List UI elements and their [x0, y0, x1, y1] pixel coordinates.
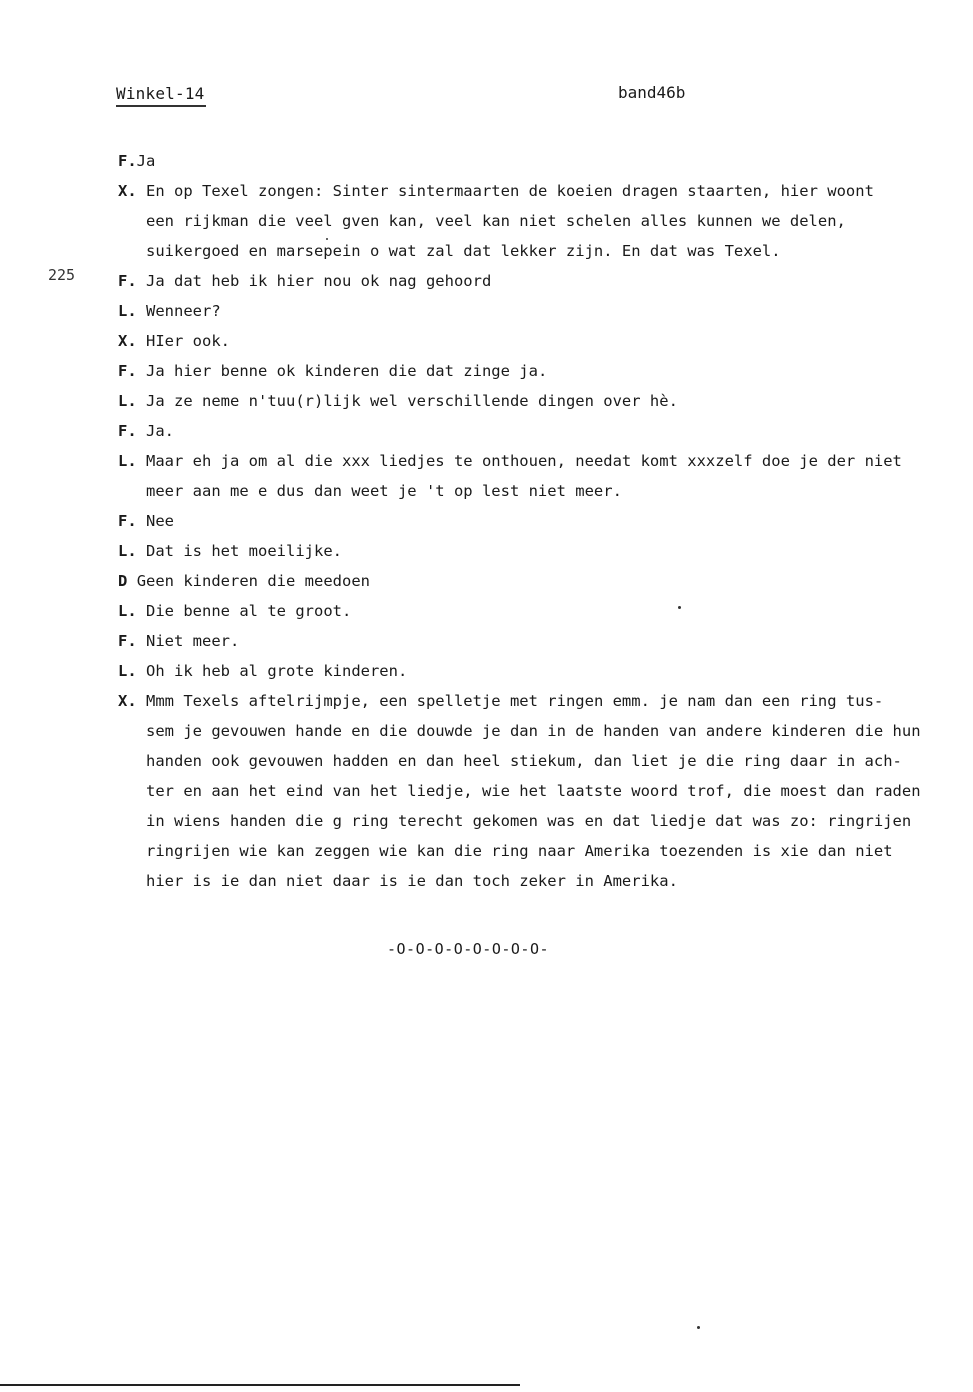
transcript-line	[118, 866, 970, 896]
speaker-label: F.	[118, 272, 137, 290]
transcript-turn	[118, 266, 970, 296]
utterance-text: ter en aan het eind van het liedje, wie het laatste woord trof, die moest dan raden	[146, 782, 921, 800]
speaker-label: X.	[118, 692, 137, 710]
transcript-turn	[118, 146, 970, 176]
utterance-text: Maar eh ja om al die xxx liedjes te onthouen, needat komt xxxzelf doe je der niet	[146, 452, 902, 470]
transcript-turn	[118, 536, 970, 566]
transcript-turn	[118, 386, 970, 416]
transcript-turn	[118, 296, 970, 326]
utterance-text: sem je gevouwen hande en die douwde je dan in de handen van andere kinderen die hun	[146, 722, 921, 740]
transcript-line	[118, 776, 970, 806]
transcript-turn	[118, 626, 970, 656]
transcript-turn	[118, 326, 970, 356]
utterance-text: Ja hier benne ok kinderen die dat zinge ja.	[146, 362, 548, 380]
utterance-text: HIer ook.	[146, 332, 231, 350]
transcript-line	[118, 566, 970, 596]
transcript-line	[118, 356, 970, 386]
document-id: Winkel-14	[116, 84, 205, 103]
transcript-line	[118, 146, 970, 176]
utterance-text: Ja ze neme n'tuu(r)lijk wel verschillende dingen over hè.	[146, 392, 678, 410]
speaker-label: L.	[118, 662, 137, 680]
scan-speck	[678, 606, 681, 609]
utterance-text: Niet meer.	[146, 632, 240, 650]
transcript-turn	[118, 356, 970, 386]
transcript-line	[118, 656, 970, 686]
transcript-line	[118, 476, 970, 506]
transcript-turn	[118, 596, 970, 626]
speaker-label: L.	[118, 392, 137, 410]
utterance-text: ringrijen wie kan zeggen wie kan die ring naar Amerika toezenden is xie dan niet	[146, 842, 893, 860]
transcript-line	[118, 716, 970, 746]
utterance-text: Dat is het moeilijke.	[146, 542, 342, 560]
transcript-turn	[118, 416, 970, 446]
utterance-text: Geen kinderen die meedoen	[136, 572, 370, 590]
utterance-text: Ja	[136, 152, 156, 170]
utterance-text: Ja dat heb ik hier nou ok nag gehoord	[146, 272, 492, 290]
scan-speck	[326, 238, 328, 240]
utterance-text: Wenneer?	[146, 302, 221, 320]
speaker-label: F.	[118, 422, 137, 440]
speaker-label: X.	[118, 182, 137, 200]
transcript-turn	[118, 686, 970, 896]
scan-speck	[697, 1326, 700, 1329]
transcript-line	[118, 746, 970, 776]
transcript-line	[118, 266, 970, 296]
utterance-text: in wiens handen die g ring terecht gekomen was en dat liedje dat was zo: ringrijen	[146, 812, 912, 830]
transcript-line	[118, 836, 970, 866]
transcript-line	[118, 206, 970, 236]
utterance-text: Oh ik heb al grote kinderen.	[146, 662, 408, 680]
footer-rule	[0, 1384, 520, 1386]
utterance-text: En op Texel zongen: Sinter sintermaarten de koeien dragen staarten, hier woont	[146, 182, 874, 200]
speaker-label: X.	[118, 332, 137, 350]
speaker-label: L.	[118, 542, 137, 560]
utterance-text: hier is ie dan niet daar is ie dan toch zeker in Amerika.	[146, 872, 678, 890]
transcript-line	[118, 326, 970, 356]
utterance-text: Nee	[146, 512, 175, 530]
speaker-label: F.	[118, 632, 137, 650]
speaker-label: F.	[118, 152, 137, 170]
transcript-line	[118, 296, 970, 326]
utterance-text: suikergoed en marsepein o wat zal dat lekker zijn. En dat was Texel.	[146, 242, 781, 260]
transcript-line	[118, 386, 970, 416]
transcript-line	[118, 626, 970, 656]
transcript-line	[118, 596, 970, 626]
transcript-line	[118, 506, 970, 536]
speaker-label: L.	[118, 302, 137, 320]
speaker-label: D	[118, 572, 128, 590]
transcript-line	[118, 446, 970, 476]
transcript	[118, 146, 970, 896]
margin-number: 225	[48, 266, 76, 284]
transcript-turn	[118, 566, 970, 596]
transcript-turn	[118, 176, 970, 266]
utterance-text: Mmm Texels aftelrijmpje, een spelletje met ringen emm. je nam dan een ring tus-	[146, 692, 884, 710]
speaker-label: F.	[118, 512, 137, 530]
transcript-line	[118, 806, 970, 836]
transcript-line	[118, 686, 970, 716]
speaker-label: F.	[118, 362, 137, 380]
transcript-turn	[118, 446, 970, 506]
utterance-text: Die benne al te groot.	[146, 602, 352, 620]
transcript-line	[118, 536, 970, 566]
transcript-line	[118, 236, 970, 266]
transcript-turn	[118, 506, 970, 536]
utterance-text: Ja.	[146, 422, 175, 440]
utterance-text: een rijkman die veel gven kan, veel kan niet schelen alles kunnen we delen,	[146, 212, 846, 230]
utterance-text: meer aan me e dus dan weet je 't op lest niet meer.	[146, 482, 622, 500]
speaker-label: L.	[118, 602, 137, 620]
document-id-underline	[116, 105, 206, 107]
transcript-turn	[118, 656, 970, 686]
tape-label: band46b	[618, 83, 686, 102]
end-separator: -O-O-O-O-O-O-O-O-	[387, 940, 550, 958]
utterance-text: handen ook gevouwen hadden en dan heel stiekum, dan liet je die ring daar in ach-	[146, 752, 902, 770]
transcript-line	[118, 416, 970, 446]
transcript-line	[118, 176, 970, 206]
speaker-label: L.	[118, 452, 137, 470]
